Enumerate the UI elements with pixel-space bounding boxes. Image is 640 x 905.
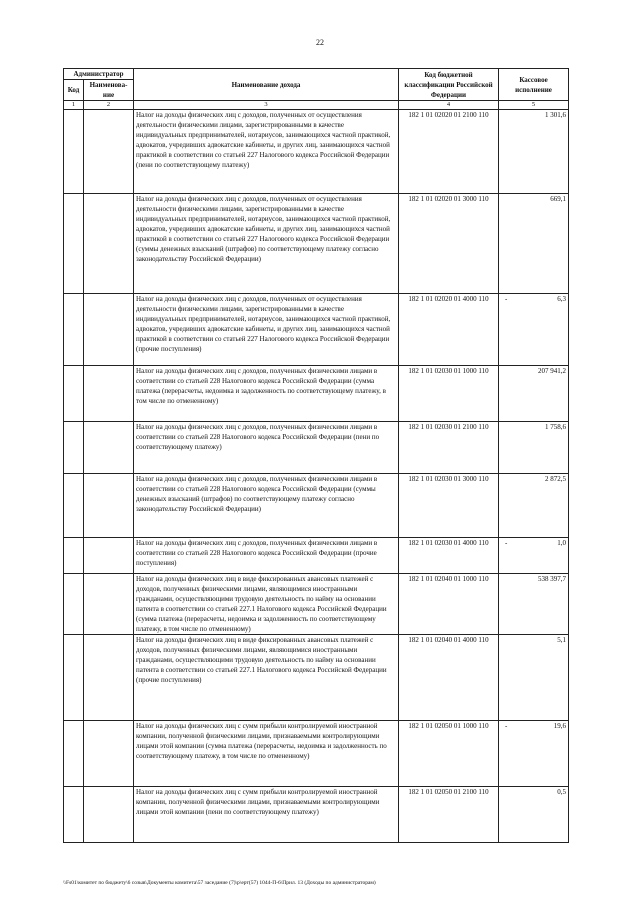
table-row bbox=[64, 194, 569, 294]
amount-value: 669,1 bbox=[550, 195, 567, 203]
amount-value: 5,1 bbox=[557, 636, 567, 644]
income-name-cell: Налог на доходы физических лиц с доходов, полученных от осуществления деятельности физическими лицами, зарегистрированными в качестве индивидуальных предпринимателей, нотариусов, занимающихся частной практикой, адвокатов, учредивших адвокатские кабинеты, и других лиц, занимающихся частной практикой в соответствии со статьей 227 Налогового кодекса Российской Федерации (пени по соответствующему платежу) bbox=[134, 110, 399, 194]
admin-code-cell bbox=[64, 574, 84, 635]
admin-code-cell bbox=[64, 721, 84, 787]
dash-mark: - bbox=[505, 539, 508, 547]
budget-code-cell: 182 1 01 02050 01 1000 110 bbox=[399, 721, 499, 787]
income-name-cell: Налог на доходы физических лиц с доходов, полученных от осуществления деятельности физическими лицами, зарегистрированными в качестве индивидуальных предпринимателей, нотариусов, занимающихся частной практикой, адвокатов, учредивших адвокатские кабинеты, и других лиц, занимающихся частной практикой в соответствии со статьей 227 Налогового кодекса Российской Федерации (прочие поступления) bbox=[134, 294, 399, 366]
header-code: Код bbox=[64, 80, 84, 101]
amount-cell bbox=[499, 194, 569, 294]
admin-name-cell bbox=[84, 474, 134, 538]
income-name-cell: Налог на доходы физических лиц с доходов, полученных физическими лицами в соответствии со статьей 228 Налогового кодекса Российской Федерации (сумма платежа (перерасчеты, недоимка и задолженность по соответствующему платежу, в том числе по отмененному) bbox=[134, 366, 399, 422]
dash-mark: - bbox=[505, 295, 508, 303]
budget-code-cell: 182 1 01 02030 01 3000 110 bbox=[399, 474, 499, 538]
budget-code-cell: 182 1 01 02020 01 4000 110 bbox=[399, 294, 499, 366]
header-execution: Кассовое исполнение bbox=[499, 69, 569, 101]
admin-name-cell bbox=[84, 635, 134, 721]
admin-name-cell bbox=[84, 110, 134, 194]
amount-value: 538 397,7 bbox=[538, 575, 567, 583]
file-path-footer: \\Fs01\комитет по бюджету\6 созыв\Документы комитета\57 заседание (7)\р\ерт(57) 1044-П-6\Прил. 13 (Доходы по администраторам) bbox=[63, 880, 376, 886]
page-number: 22 bbox=[316, 38, 324, 47]
income-name-cell: Налог на доходы физических лиц с доходов, полученных физическими лицами в соответствии со статьей 228 Налогового кодекса Российской Федерации (суммы денежных взысканий (штрафов) по соответствующему платежу согласно законодательству Российской Федерации) bbox=[134, 474, 399, 538]
table-row bbox=[64, 294, 569, 366]
amount-cell bbox=[499, 474, 569, 538]
amount-cell bbox=[499, 538, 569, 574]
income-name-cell: Налог на доходы физических лиц с доходов, полученных от осуществления деятельности физическими лицами, зарегистрированными в качестве индивидуальных предпринимателей, нотариусов, занимающихся частной практикой, адвокатов, учредивших адвокатские кабинеты, и других лиц, занимающихся частной практикой в соответствии со статьей 227 Налогового кодекса Российской Федерации (суммы денежных взысканий (штрафов) по соответствующему платежу согласно законодательству Российской Федерации) bbox=[134, 194, 399, 294]
amount-value: 1,0 bbox=[557, 539, 567, 547]
budget-code-cell: 182 1 01 02030 01 4000 110 bbox=[399, 538, 499, 574]
table-row bbox=[64, 721, 569, 787]
admin-name-cell bbox=[84, 721, 134, 787]
admin-name-cell bbox=[84, 574, 134, 635]
amount-cell bbox=[499, 787, 569, 843]
admin-name-cell bbox=[84, 538, 134, 574]
budget-code-cell: 182 1 01 02050 01 2100 110 bbox=[399, 787, 499, 843]
table-row bbox=[64, 538, 569, 574]
amount-value: 2 872,5 bbox=[545, 475, 567, 483]
amount-value: 1 758,6 bbox=[545, 423, 567, 431]
admin-code-cell bbox=[64, 294, 84, 366]
budget-code-cell: 182 1 01 02020 01 2100 110 bbox=[399, 110, 499, 194]
table-row bbox=[64, 787, 569, 843]
table-row bbox=[64, 366, 569, 422]
amount-cell bbox=[499, 366, 569, 422]
amount-value: 0,5 bbox=[557, 788, 567, 796]
budget-code-cell: 182 1 01 02040 01 1000 110 bbox=[399, 574, 499, 635]
admin-code-cell bbox=[64, 538, 84, 574]
table-row bbox=[64, 474, 569, 538]
budget-code-cell: 182 1 01 02040 01 4000 110 bbox=[399, 635, 499, 721]
admin-code-cell bbox=[64, 110, 84, 194]
admin-name-cell bbox=[84, 194, 134, 294]
admin-name-cell bbox=[84, 422, 134, 474]
column-number: 4 bbox=[399, 101, 499, 110]
column-number: 1 bbox=[64, 101, 84, 110]
header-income-name: Наименование дохода bbox=[134, 69, 399, 101]
income-name-cell: Налог на доходы физических лиц в виде фиксированных авансовых платежей с доходов, полученных физическими лицами, являющимися иностранными гражданами, осуществляющими трудовую деятельность по найму на основании патента в соответствии со статьей 227.1 Налогового кодекса Российской Федерации (прочие поступления) bbox=[134, 635, 399, 721]
admin-name-cell bbox=[84, 366, 134, 422]
column-number: 2 bbox=[84, 101, 134, 110]
admin-code-cell bbox=[64, 422, 84, 474]
income-name-cell: Налог на доходы физических лиц в виде фиксированных авансовых платежей с доходов, полученных физическими лицами, являющимися иностранными гражданами, осуществляющими трудовую деятельность по найму на основании патента в соответствии со статьей 227.1 Налогового кодекса Российской Федерации (сумма платежа (перерасчеты, недоимка и задолженность по соответствующему платежу, в том числе по отмененному) bbox=[134, 574, 399, 635]
amount-cell bbox=[499, 721, 569, 787]
amount-value: 19,6 bbox=[553, 722, 567, 730]
column-number: 5 bbox=[499, 101, 569, 110]
table-row bbox=[64, 110, 569, 194]
amount-value: 207 941,2 bbox=[538, 367, 567, 375]
amount-cell bbox=[499, 574, 569, 635]
admin-code-cell bbox=[64, 787, 84, 843]
income-name-cell: Налог на доходы физических лиц с сумм прибыли контролируемой иностранной компании, полученной физическими лицами, признаваемыми контролирующими лицами этой компании (сумма платежа (перерасчеты, недоимка и задолженность по соответствующему платежу, в том числе по отмененному) bbox=[134, 721, 399, 787]
admin-code-cell bbox=[64, 366, 84, 422]
admin-code-cell bbox=[64, 474, 84, 538]
column-number: 3 bbox=[134, 101, 399, 110]
dash-mark: - bbox=[505, 722, 508, 730]
admin-code-cell bbox=[64, 635, 84, 721]
amount-cell bbox=[499, 294, 569, 366]
amount-cell bbox=[499, 635, 569, 721]
table-row bbox=[64, 422, 569, 474]
income-name-cell: Налог на доходы физических лиц с доходов, полученных физическими лицами в соответствии со статьей 228 Налогового кодекса Российской Федерации (прочие поступления) bbox=[134, 538, 399, 574]
header-budget-code: Код бюджетной классификации Российской Федерации bbox=[399, 69, 499, 101]
table-row bbox=[64, 574, 569, 635]
income-name-cell: Налог на доходы физических лиц с сумм прибыли контролируемой иностранной компании, полученной физическими лицами, признаваемыми контролирующими лицами этой компании (пени по соответствующему платежу) bbox=[134, 787, 399, 843]
amount-value: 6,3 bbox=[557, 295, 567, 303]
amount-cell bbox=[499, 422, 569, 474]
header-administrator: Администратор bbox=[64, 69, 134, 80]
admin-name-cell bbox=[84, 294, 134, 366]
admin-name-cell bbox=[84, 787, 134, 843]
header-admin-name: Наименова-ние bbox=[84, 80, 134, 101]
budget-code-cell: 182 1 01 02030 01 1000 110 bbox=[399, 366, 499, 422]
table-row bbox=[64, 635, 569, 721]
amount-cell bbox=[499, 110, 569, 194]
revenue-table bbox=[63, 68, 569, 843]
income-name-cell: Налог на доходы физических лиц с доходов, полученных физическими лицами в соответствии со статьей 228 Налогового кодекса Российской Федерации (пени по соответствующему платежу) bbox=[134, 422, 399, 474]
budget-code-cell: 182 1 01 02020 01 3000 110 bbox=[399, 194, 499, 294]
admin-code-cell bbox=[64, 194, 84, 294]
budget-code-cell: 182 1 01 02030 01 2100 110 bbox=[399, 422, 499, 474]
amount-value: 1 301,6 bbox=[545, 111, 567, 119]
